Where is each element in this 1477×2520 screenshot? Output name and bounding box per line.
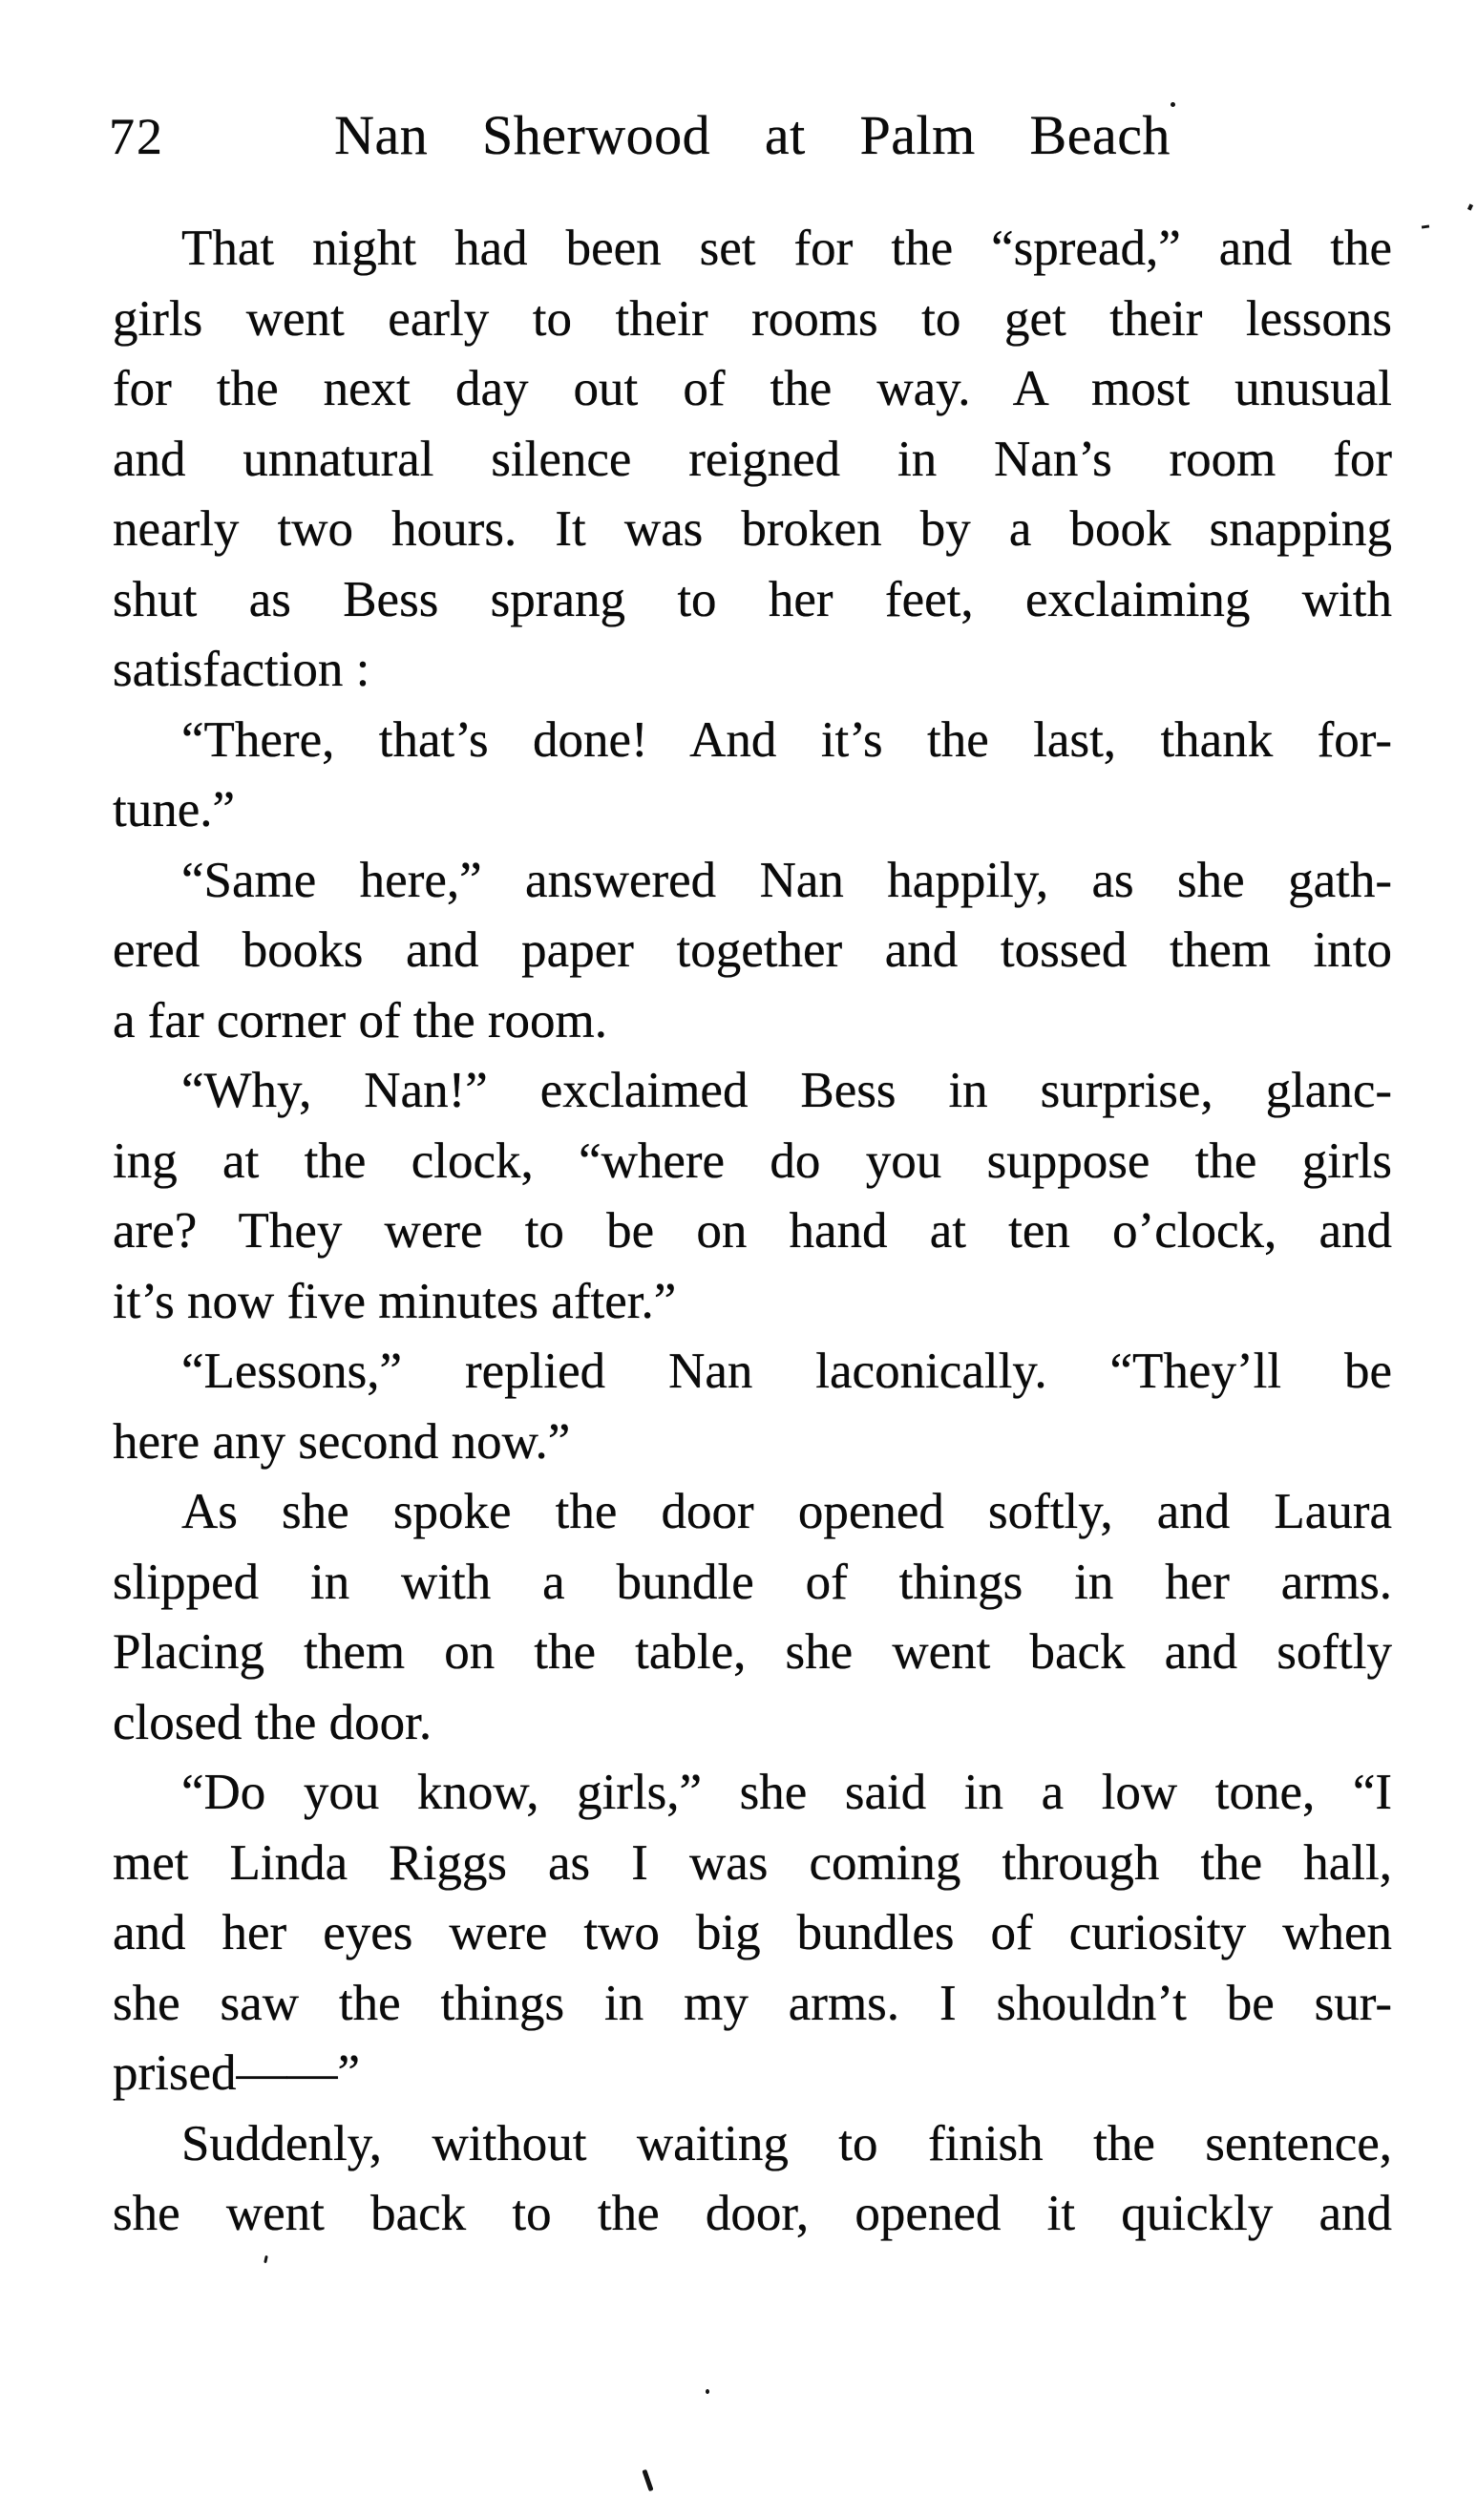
text-line: As she spoke the door opened softly, and Laura — [181, 1484, 1392, 1539]
text-line: satisfaction : — [113, 642, 370, 697]
text-line: she went back to the door, opened it quickly and — [113, 2186, 1392, 2241]
scan-speck — [1422, 224, 1429, 228]
text-line: tune.” — [113, 782, 236, 837]
scan-stroke-mark — [642, 2469, 653, 2491]
text-line: it’s now five minutes after.” — [113, 1273, 677, 1329]
text-line: “Why, Nan!” exclaimed Bess in surprise, glanc- — [181, 1063, 1392, 1118]
scan-speck — [706, 2389, 709, 2394]
body-text — [113, 214, 1392, 2250]
scan-speck — [1467, 203, 1473, 210]
text-line: met Linda Riggs as I was coming through the hall, — [113, 1834, 1392, 1891]
text-line: That night had been set for the “spread,” and the — [181, 221, 1392, 276]
text-line: closed the door. — [113, 1694, 433, 1750]
text-line: prised——” — [113, 2045, 361, 2101]
text-line: nearly two hours. It was broken by a book snapping — [113, 501, 1392, 557]
text-line: a far corner of the room. — [113, 992, 607, 1048]
scan-speck — [264, 2255, 268, 2263]
text-line: “There, that’s done! And it’s the last, thank for- — [181, 711, 1392, 768]
text-line: Suddenly, without waiting to finish the sentence, — [181, 2115, 1392, 2171]
running-title: Nan Sherwood at Palm Beach — [334, 104, 1171, 166]
text-line: girls went early to their rooms to get their lessons — [113, 290, 1392, 347]
text-line: shut as Bess sprang to her feet, exclaiming with — [113, 571, 1392, 627]
text-line: and her eyes were two big bundles of curiosity when — [113, 1905, 1392, 1960]
text-line: ing at the clock, “where do you suppose the girls — [113, 1133, 1392, 1189]
running-head — [109, 99, 1392, 166]
scan-speck — [1171, 102, 1175, 107]
text-line: ered books and paper together and tossed them into — [113, 922, 1392, 978]
text-line: slipped in with a bundle of things in her arms. — [113, 1554, 1392, 1610]
text-line: “Do you know, girls,” she said in a low tone, “I — [181, 1765, 1392, 1820]
text-line: “Same here,” answered Nan happily, as she gath- — [181, 852, 1392, 908]
text-line: “Lessons,” replied Nan laconically. “They’ll be — [181, 1344, 1392, 1399]
page-number: 72 — [109, 108, 164, 165]
text-line: Placing them on the table, she went back and softly — [113, 1624, 1392, 1680]
text-line: and unnatural silence reigned in Nan’s room for — [113, 431, 1392, 487]
text-line: are? They were to be on hand at ten o’clock, and — [113, 1203, 1392, 1259]
text-line: for the next day out of the way. A most unusual — [113, 361, 1392, 416]
text-line: she saw the things in my arms. I shouldn’t be sur- — [113, 1975, 1392, 2031]
text-line: here any second now.” — [113, 1413, 571, 1470]
